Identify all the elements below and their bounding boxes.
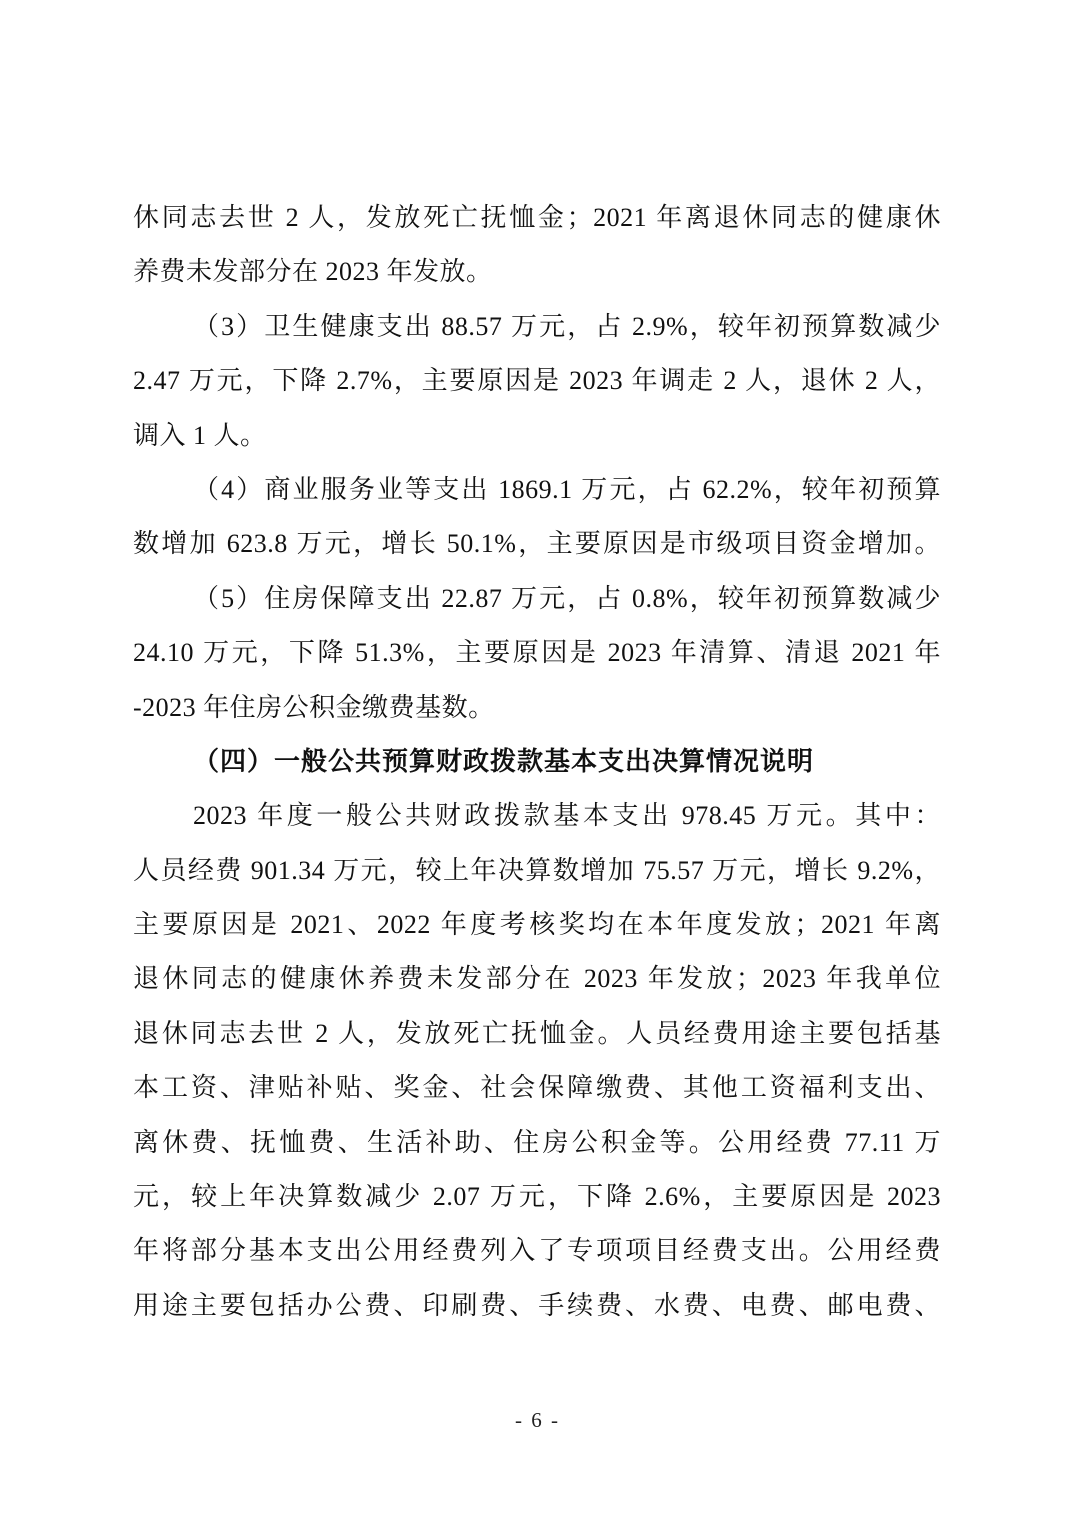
text-line: 本工资、津贴补贴、奖金、社会保障缴费、其他工资福利支出、 [133, 1073, 941, 1103]
text-line: 退休同志去世 2 人，发放死亡抚恤金。人员经费用途主要包括基 [133, 1018, 941, 1048]
text-line: 用途主要包括办公费、印刷费、手续费、水费、电费、邮电费、 [133, 1290, 941, 1320]
text-line: 24.10 万元，下降 51.3%，主要原因是 2023 年清算、清退 2021 年 [133, 638, 941, 668]
text-line: 人员经费 901.34 万元，较上年决算数增加 75.57 万元，增长 9.2%， [133, 855, 941, 885]
text-line: 养费未发部分在 2023 年发放。 [133, 257, 493, 287]
text-line: 元，较上年决算数减少 2.07 万元，下降 2.6%，主要原因是 2023 [133, 1182, 941, 1212]
text-line: 退休同志的健康休养费未发部分在 2023 年发放；2023 年我单位 [133, 964, 941, 994]
page-footer [0, 1408, 1075, 1433]
text-line: （4）商业服务业等支出 1869.1 万元，占 62.2%，较年初预算 [193, 474, 941, 504]
text-line: 2023 年度一般公共财政拨款基本支出 978.45 万元。其中： [193, 801, 941, 831]
text-line: 主要原因是 2021、2022 年度考核奖均在本年度发放；2021 年离 [133, 910, 941, 940]
text-line: （3）卫生健康支出 88.57 万元，占 2.9%，较年初预算数减少 [193, 311, 941, 341]
text-block [133, 191, 941, 1333]
section-heading: （四）一般公共预算财政拨款基本支出决算情况说明 [193, 746, 815, 776]
text-line: -2023 年住房公积金缴费基数。 [133, 692, 495, 722]
text-line: 休同志去世 2 人，发放死亡抚恤金；2021 年离退休同志的健康休 [133, 203, 941, 232]
text-line: 离休费、抚恤费、生活补助、住房公积金等。公用经费 77.11 万 [133, 1127, 941, 1157]
text-line: （5）住房保障支出 22.87 万元，占 0.8%，较年初预算数减少 [193, 583, 941, 613]
text-line: 数增加 623.8 万元，增长 50.1%，主要原因是市级项目资金增加。 [133, 529, 941, 559]
page-number: - 6 - [515, 1408, 560, 1432]
text-line: 调入 1 人。 [133, 420, 267, 450]
text-line: 年将部分基本支出公用经费列入了专项项目经费支出。公用经费 [133, 1236, 941, 1266]
text-line: 2.47 万元，下降 2.7%，主要原因是 2023 年调走 2 人，退休 2 人， [133, 366, 941, 396]
